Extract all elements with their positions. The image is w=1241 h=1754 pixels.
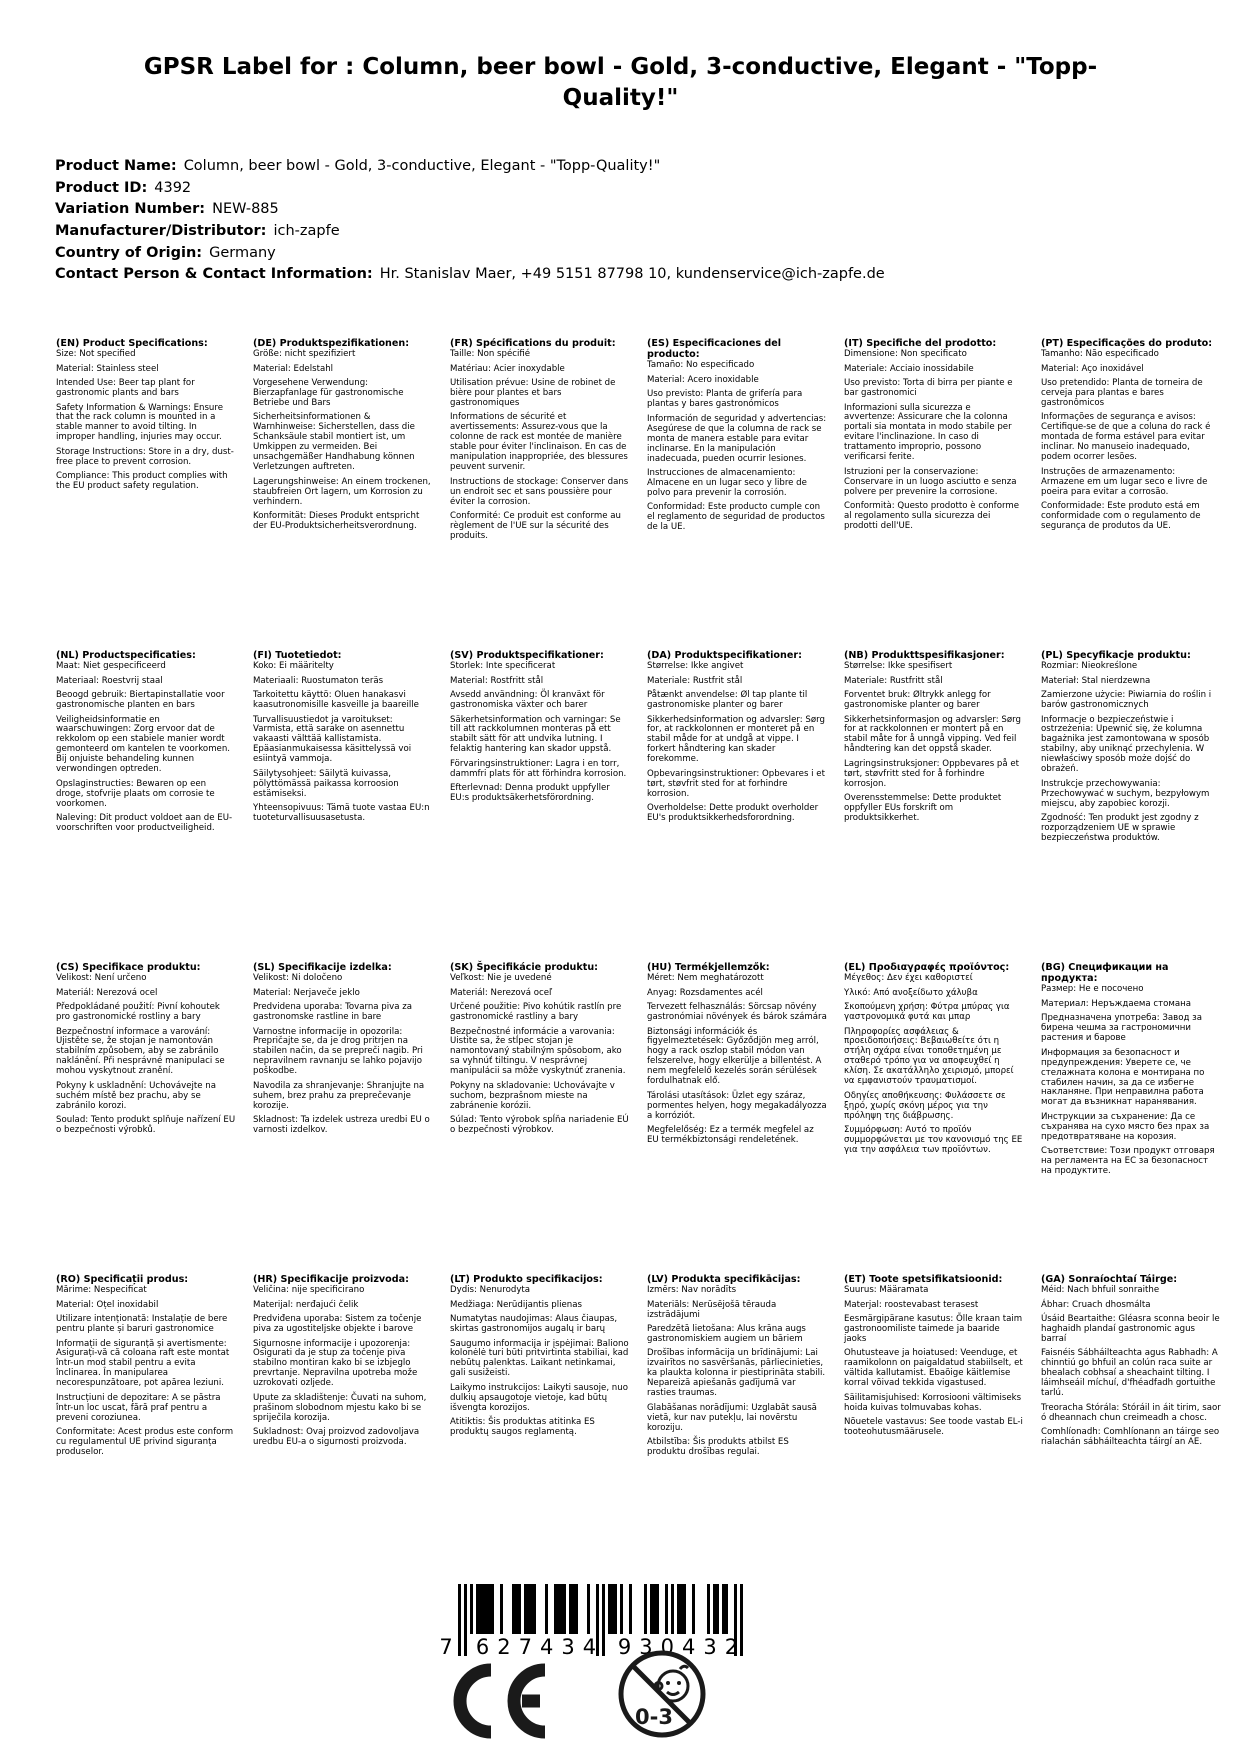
- lang-paragraph: Treoracha Stórála: Stóráil in áit tirim, saor ó dheannach chun creimeadh a chosc.: [1041, 1402, 1221, 1423]
- lang-paragraph: Comhlíonadh: Comhlíonann an táirge seo rialachán sábháilteachta táirgí an AE.: [1041, 1427, 1220, 1448]
- age-warning-icon: [616, 1648, 708, 1744]
- lang-paragraph: Säkerhetsinformation och varningar: Se till att rackkolumnen monteras på ett stabilt sätt för att undvika lutning. I felaktig hantering kan skador uppstå.: [450, 714, 621, 755]
- lang-block-es: [647, 338, 827, 650]
- lang-heading: (IT) Specifiche del prodotto:: [844, 338, 997, 349]
- lang-paragraph: Materiale: Rustfritt stål: [844, 675, 943, 686]
- lang-paragraph: Predviđena uporaba: Sistem za točenje piva za ugostiteljske objekte i barove: [253, 1314, 422, 1335]
- lang-paragraph: Zamierzone użycie: Piwiarnia do roślin i barów gastronomicznych: [1041, 690, 1212, 711]
- lang-heading: (NB) Produkttspesifikasjoner:: [844, 650, 1005, 661]
- lang-block-el: [844, 962, 1024, 1274]
- lang-paragraph: Størrelse: Ikke angivet: [647, 661, 744, 672]
- lang-paragraph: Sicherheitsinformationen & Warnhinweise: Sicherstellen, dass die Schanksäule stabil montiert ist, um Umkippen zu vermeiden. Bei unsachgemäßer Handhabung können Verletzungen auftreten.: [253, 412, 415, 473]
- lang-heading: (SK) Špecifikácie produktu:: [450, 962, 599, 973]
- barcode-digits-group2: 930432: [617, 1635, 747, 1659]
- lang-paragraph: Πληροφορίες ασφάλειας & προειδοποιήσεις: Βεβαιωθείτε ότι η στήλη σχάρα είναι τοποθετημένη με σταθερό τρόπο για να αποφευχθεί η κλίση. Σε ακατάλληλο χειρισμό, μπορεί να εμφανιστούν τραυματισμοί.: [844, 1026, 1014, 1087]
- lang-paragraph: Информация за безопасност и предупреждения: Уверете се, че стелажната колона е монтирана по стабилен начин, за да се избегне накланяне. При неправилна работа могат да възникнат наранявания.: [1041, 1047, 1205, 1108]
- lang-paragraph: Størrelse: Ikke spesifisert: [844, 661, 953, 672]
- lang-block-fi: [253, 650, 433, 962]
- lang-paragraph: Drošības informācija un brīdinājumi: Lai izvairītos no sasvēršanās, pārliecinieties, ka plaukta kolonna ir piestiprināta stabili. Nepareizā apiešanās gadījumā var rasties traumas.: [647, 1348, 826, 1399]
- lang-paragraph: Materiál: Nerezová ocel: [56, 987, 158, 998]
- lang-paragraph: Οδηγίες αποθήκευσης: Φυλάσσετε σε ξηρό, χωρίς σκόνη μέρος για την πρόληψη της διάβρωσης.: [844, 1090, 1006, 1121]
- lang-heading: (PT) Especificações do produto:: [1041, 338, 1213, 349]
- lang-paragraph: Instructions de stockage: Conserver dans un endroit sec et sans poussière pour éviter la corrosion.: [450, 476, 629, 507]
- lang-heading: (HU) Termékjellemzők:: [647, 962, 770, 973]
- lang-paragraph: Medžiaga: Nerūdijantis plienas: [450, 1299, 582, 1310]
- lang-paragraph: Avsedd användning: Öl kranväxt för gastronomiska växter och barer: [450, 690, 605, 711]
- info-value: Germany: [209, 244, 276, 261]
- info-row: [55, 266, 885, 283]
- lang-paragraph: Material: Aço inoxidável: [1041, 363, 1144, 374]
- lang-block-da: [647, 650, 827, 962]
- lang-paragraph: Anyag: Rozsdamentes acél: [647, 987, 763, 998]
- lang-heading: (SL) Specifikacije izdelka:: [253, 962, 392, 973]
- lang-paragraph: Veľkost: Nie je uvedené: [450, 973, 552, 984]
- lang-paragraph: Numatytas naudojimas: Alaus čiaupas, skirtas gastronomijos augalų ir barų: [450, 1314, 618, 1335]
- lang-paragraph: Maat: Niet gespecificeerd: [56, 661, 166, 672]
- lang-paragraph: Turvallisuustiedot ja varoitukset: Varmista, että sarake on asennettu vakaasti välttää kallistamista. Epäasianmukaisessa käsittelyssä voi esiintyä vammoja.: [253, 714, 412, 765]
- lang-paragraph: Beoogd gebruik: Biertapinstallatie voor gastronomische planten en bars: [56, 690, 225, 711]
- lang-paragraph: Υλικό: Από ανοξείδωτο χάλυβα: [844, 987, 978, 998]
- lang-paragraph: Veiligheidsinformatie en waarschuwingen: Zorg ervoor dat de rekkolom op een stabiele manier wordt gemonteerd om kantelen te voorkomen. Bij onjuiste behandeling kunnen verwondingen optreden.: [56, 714, 231, 775]
- barcode-bars: [428, 1584, 768, 1660]
- lang-heading: (DE) Produktspezifikationen:: [253, 338, 410, 349]
- lang-heading: (LT) Produkto specifikacijos:: [450, 1274, 603, 1285]
- lang-paragraph: Overholdelse: Dette produkt overholder EU's produktsikkerhedsforordning.: [647, 803, 819, 824]
- lang-paragraph: Méret: Nem meghatározott: [647, 973, 764, 984]
- lang-paragraph: Vorgesehene Verwendung: Bierzapfanlage für gastronomische Betriebe und Bars: [253, 378, 404, 408]
- lang-paragraph: Eesmärgipärane kasutus: Õlle kraan taim gastronoomiliste taimede ja baaride jaoks: [844, 1314, 1023, 1344]
- lang-paragraph: Предназначена употреба: Завод за бирена чешма за гастрономични растения и барове: [1041, 1013, 1202, 1044]
- lang-heading: (HR) Specifikacije proizvoda:: [253, 1274, 409, 1285]
- ce-mark-icon: [448, 1660, 548, 1746]
- lang-paragraph: Material: Edelstahl: [253, 363, 334, 374]
- lang-block-nl: [56, 650, 236, 962]
- lang-paragraph: Material: Rostfritt stål: [450, 675, 544, 686]
- lang-block-sv: [450, 650, 630, 962]
- lang-heading: (FI) Tuotetiedot:: [253, 650, 342, 661]
- lang-paragraph: Tervezett felhasználás: Sörcsap növény gastronómiai növények és bárok számára: [647, 1002, 827, 1023]
- lang-block-et: [844, 1274, 1024, 1586]
- lang-paragraph: Materiał: Stal nierdzewna: [1041, 675, 1151, 686]
- lang-paragraph: Paredzētā lietošana: Alus krāna augs gastronomiskiem augiem un bāriem: [647, 1324, 806, 1344]
- lang-paragraph: Instruções de armazenamento: Armazene em um lugar seco e livre de poeira para evitar a corrosão.: [1041, 466, 1208, 497]
- lang-block-ro: [56, 1274, 236, 1586]
- lang-paragraph: Súlad: Tento výrobok spĺňa nariadenie EÚ o bezpečnosti výrobkov.: [450, 1115, 629, 1136]
- lang-paragraph: Rozmiar: Nieokreślone: [1041, 661, 1138, 672]
- lang-paragraph: Dimensione: Non specificato: [844, 349, 967, 360]
- barcode-digit-left: 7: [439, 1635, 453, 1659]
- lang-paragraph: Bezpečnostní informace a varování: Ujistěte se, že stojan je namontován stabilním způsobem, aby se zabránilo naklánění. Při nesprávné manipulaci se mohou vyskytnout zranění.: [56, 1026, 225, 1077]
- lang-heading: (PL) Specyfikacje produktu:: [1041, 650, 1191, 661]
- lang-paragraph: Pokyny na skladovanie: Uchovávajte v suchom, bezprašnom mieste na zabránenie korózii.: [450, 1080, 615, 1111]
- lang-heading: (ES) Especificaciones del producto:: [647, 338, 782, 361]
- lang-paragraph: Laikymo instrukcijos: Laikyti sausoje, nuo dulkių apsaugotoje vietoje, kad būtų išvengta korozijos.: [450, 1382, 628, 1413]
- lang-paragraph: Atitiktis: Šis produktas atitinka ES produktų saugos reglamentą.: [450, 1417, 595, 1438]
- lang-heading: (BG) Спецификации на продукта:: [1041, 962, 1169, 985]
- lang-paragraph: Conformitate: Acest produs este conform cu regulamentul UE privind siguranța produselor.: [56, 1427, 234, 1458]
- lang-paragraph: Lagerungshinweise: An einem trockenen, staubfreien Ort lagern, um Korrosion zu verhindern.: [253, 476, 431, 507]
- lang-paragraph: Faisnéis Sábháilteachta agus Rabhadh: A chinntiú go bhfuil an colún raca suite ar bhealach cobhsaí a sheachaint tilting. I láimhseáil míchuí, d'fhéadfadh gortuithe tarlú.: [1041, 1348, 1218, 1399]
- lang-paragraph: Materiaali: Ruostumaton teräs: [253, 675, 384, 686]
- lang-paragraph: Pokyny k uskladnění: Uchovávejte na suchém místě bez prachu, aby se zabránilo korozi.: [56, 1080, 216, 1111]
- lang-paragraph: Informazioni sulla sicurezza e avvertenze: Assicurare che la colonna portali sia montata in modo stabile per evitare l'inclinazione. In caso di trattamento improprio, possono verificarsi ferite.: [844, 402, 1012, 463]
- lang-block-sk: [450, 962, 630, 1274]
- lang-heading: (EN) Product Specifications:: [56, 338, 208, 349]
- lang-paragraph: Utilizare intenționată: Instalație de bere pentru plante și baruri gastronomice: [56, 1314, 228, 1335]
- lang-paragraph: Material: Stainless steel: [56, 363, 159, 374]
- info-value: 4392: [154, 179, 192, 196]
- lang-paragraph: Matériau: Acier inoxydable: [450, 363, 565, 374]
- info-label: Contact Person & Contact Information:: [55, 266, 373, 283]
- barcode-digits-group1: 627434: [475, 1635, 605, 1659]
- lang-paragraph: Velikost: Není určeno: [56, 973, 147, 984]
- lang-paragraph: Glabāšanas norādījumi: Uzglabāt sausā vietā, kur nav putekļu, lai novērstu koroziju.: [647, 1402, 817, 1433]
- lang-paragraph: Conformidade: Este produto está em conformidade com o regulamento de segurança de produtos da UE.: [1041, 501, 1201, 532]
- lang-block-bg: [1041, 962, 1221, 1274]
- lang-paragraph: Určené použitie: Pivo kohútik rastlín pre gastronomické rastliny a bary: [450, 1002, 622, 1023]
- lang-paragraph: Koko: Ei määritelty: [253, 661, 334, 672]
- lang-heading: (ET) Toote spetsifikatsioonid:: [844, 1274, 1003, 1285]
- lang-paragraph: Tárolási utasítások: Üzlet egy száraz, pormentes helyen, hogy megakadályozza a korróziót.: [647, 1090, 827, 1121]
- lang-paragraph: Sigurnosne informacije i upozorenja: Osigurati da je stup za točenje piva stabilno montiran kako bi se izbjeglo prevrtanje. Nepravilna upotreba može uzrokovati ozljede.: [253, 1338, 418, 1389]
- lang-paragraph: Instrukcje przechowywania: Przechowywać w suchym, bezpyłowym miejscu, aby zapobiec korozji.: [1041, 778, 1210, 809]
- lang-paragraph: Megfelelőség: Ez a termék megfelel az EU termékbiztonsági rendeletének.: [647, 1125, 814, 1146]
- lang-heading: (EL) Προδιαγραφές προϊόντος:: [844, 962, 1010, 973]
- lang-heading: (NL) Productspecificaties:: [56, 650, 196, 661]
- lang-block-pt: [1041, 338, 1221, 650]
- lang-paragraph: Uso previsto: Planta de grifería para plantas y bares gastronómicos: [647, 389, 803, 410]
- lang-paragraph: Μέγεθος: Δεν έχει καθοριστεί: [844, 973, 973, 984]
- lang-paragraph: Opslaginstructies: Bewaren op een droge, stofvrije plaats om corrosie te voorkomen.: [56, 778, 215, 809]
- lang-block-nb: [844, 650, 1024, 962]
- lang-paragraph: Storage Instructions: Store in a dry, dust-free place to prevent corrosion.: [56, 446, 234, 467]
- info-value: ich-zapfe: [273, 223, 340, 240]
- lang-paragraph: Atbilstība: Šis produkts atbilst ES produktu drošības regulai.: [647, 1437, 789, 1458]
- lang-paragraph: Compliance: This product complies with the EU product safety regulation.: [56, 471, 228, 492]
- lang-heading: (FR) Spécifications du produit:: [450, 338, 616, 349]
- lang-heading: (CS) Specifikace produktu:: [56, 962, 201, 973]
- lang-paragraph: Sikkerhedsinformation og advarsler: Sørg for, at rackkolonnen er monteret på en stabil måde for at undgå at vippe. I forkert håndtering kan skader forekomme.: [647, 714, 825, 765]
- lang-paragraph: Инструкции за съхранение: Да се съхранява на сухо място без прах за предотвратяване на корозия.: [1041, 1111, 1210, 1142]
- lang-paragraph: Materiale: Acciaio inossidabile: [844, 363, 974, 374]
- barcode: [428, 1584, 768, 1664]
- lang-paragraph: Bezpečnostné informácie a varovania: Uistite sa, že stĺpec stojan je namontovaný stabilným spôsobom, ako sa vyhnúť tiltingu. V nesprávnej manipulácii sa môže vyskytnúť zranenia.: [450, 1026, 626, 1077]
- lang-paragraph: Conformidad: Este producto cumple con el reglamento de seguridad de productos de la UE.: [647, 502, 825, 533]
- lang-paragraph: Efterlevnad: Denna produkt uppfyller EU:s produktsäkerhetsförordning.: [450, 783, 610, 804]
- product-info: [55, 158, 885, 288]
- info-label: Variation Number:: [55, 201, 206, 218]
- lang-paragraph: Förvaringsinstruktioner: Lagra i en torr, dammfri plats för att förhindra korrosion.: [450, 758, 627, 779]
- lang-paragraph: Zgodność: Ten produkt jest zgodny z rozporządzeniem UE w sprawie bezpieczeństwa produktów.: [1041, 813, 1199, 844]
- lang-block-lt: [450, 1274, 630, 1586]
- info-row: [55, 158, 885, 175]
- lang-paragraph: Naleving: Dit product voldoet aan de EU-voorschriften voor productveiligheid.: [56, 813, 233, 834]
- lang-block-pl: [1041, 650, 1221, 962]
- lang-paragraph: Navodila za shranjevanje: Shranjujte na suhem, brez prahu za preprečevanje korozije.: [253, 1080, 425, 1111]
- lang-heading: (DA) Produktspecifikationer:: [647, 650, 802, 661]
- lang-block-hr: [253, 1274, 433, 1586]
- lang-paragraph: Izmērs: Nav norādīts: [647, 1285, 737, 1296]
- lang-paragraph: Påtænkt anvendelse: Øl tap plante til gastronomiske planter og barer: [647, 690, 808, 711]
- lang-paragraph: Istruzioni per la conservazione: Conservare in un luogo asciutto e senza polvere per prevenire la corrosione.: [844, 466, 1017, 497]
- lang-paragraph: Materiál: Nerezová oceľ: [450, 987, 553, 998]
- lang-paragraph: Tarkoitettu käyttö: Oluen hanakasvi kaasutronomisille kasveille ja baareille: [253, 690, 419, 711]
- lang-paragraph: Uso pretendido: Planta de torneira de cerveja para plantas e bares gastronômicos: [1041, 378, 1203, 408]
- lang-paragraph: Saugumo informacija ir įspėjimai: Baliono kolonėlė turi būti pritvirtinta stabiliai, kad nebūtų palenktas. Laikant netinkamai, gali susižeisti.: [450, 1338, 629, 1379]
- lang-heading: (LV) Produkta specifikācijas:: [647, 1274, 801, 1285]
- info-row: [55, 223, 885, 240]
- lang-paragraph: Ábhar: Cruach dhosmálta: [1041, 1299, 1151, 1310]
- lang-paragraph: Dydis: Nenurodyta: [450, 1285, 531, 1296]
- info-label: Product Name:: [55, 158, 177, 174]
- lang-paragraph: Σκοπούμενη χρήση: Φύτρα μπύρας για γαστρονομικά φυτά και μπαρ: [844, 1002, 1010, 1023]
- info-row: [55, 180, 885, 197]
- lang-paragraph: Yhteensopivuus: Tämä tuote vastaa EU:n tuoteturvallisuusasetusta.: [253, 803, 430, 824]
- lang-heading: (SV) Produktspecifikationer:: [450, 650, 604, 661]
- age-warning-text: 0-3: [635, 1705, 673, 1729]
- lang-paragraph: Información de seguridad y advertencias: Asegúrese de que la columna de rack se monta de manera estable para evitar inclinarse. En la manipulación inadecuada, pueden ocurrir lesiones.: [647, 413, 827, 464]
- lang-paragraph: Material: Nerjaveče jeklo: [253, 987, 360, 998]
- lang-paragraph: Informații de siguranță și avertismente: Asigurați-vă că coloana raft este montat într-un mod stabil pentru a evita înclinarea. În manipularea necorespunzătoare, pot apărea leziuni.: [56, 1338, 230, 1389]
- lang-paragraph: Size: Not specified: [56, 349, 136, 360]
- info-value: NEW-885: [212, 201, 279, 218]
- lang-paragraph: Conformità: Questo prodotto è conforme al regolamento sulla sicurezza dei prodotti dell'UE.: [844, 501, 1019, 532]
- lang-paragraph: Materiaal: Roestvrij staal: [56, 675, 163, 686]
- lang-paragraph: Utilisation prévue: Usine de robinet de bière pour plantes et bars gastronomiques: [450, 378, 616, 408]
- lang-paragraph: Storlek: Inte specificerat: [450, 661, 556, 672]
- lang-paragraph: Skladnost: Ta izdelek ustreza uredbi EU o varnosti izdelkov.: [253, 1115, 430, 1136]
- lang-paragraph: Nõuetele vastavus: See toode vastab EL-i tooteohutusmäärusele.: [844, 1417, 1023, 1438]
- lang-paragraph: Veličina: nije specificirano: [253, 1285, 365, 1296]
- lang-block-sl: [253, 962, 433, 1274]
- lang-block-fr: [450, 338, 630, 650]
- lang-paragraph: Съответствие: Този продукт отговаря на регламента на ЕС за безопасност на продуктите.: [1041, 1146, 1215, 1177]
- lang-paragraph: Úsáid Beartaithe: Gléasra sconna beoir le haghaidh plandaí gastronomic agus barraí: [1041, 1314, 1220, 1344]
- lang-paragraph: Soulad: Tento produkt splňuje nařízení EU o bezpečnosti výrobků.: [56, 1115, 236, 1136]
- lang-paragraph: Informacje o bezpieczeństwie i ostrzeżenia: Upewnić się, że kolumna bagażnika jest zamontowana w sposób stabilny, aby uniknąć przechylenia. W niewłaściwy sposób może dojść do obrażeń.: [1041, 714, 1210, 775]
- lang-block-ga: [1041, 1274, 1221, 1586]
- lang-paragraph: Tamaño: No especificado: [647, 360, 755, 371]
- lang-paragraph: Intended Use: Beer tap plant for gastronomic plants and bars: [56, 378, 195, 399]
- lang-paragraph: Varnostne informacije in opozorila: Prepričajte se, da je drog pritrjen na stabilen način, da se prepreči nagib. Pri nepravilnem ravnanju se lahko pojavijo poškodbe.: [253, 1026, 423, 1077]
- info-row: [55, 201, 885, 218]
- page-title: GPSR Label for : Column, beer bowl - Gold, 3-conductive, Elegant - "Topp-Quality!": [143, 54, 1098, 112]
- info-label: Country of Origin:: [55, 244, 203, 261]
- lang-paragraph: Forventet bruk: Øltrykk anlegg for gastronomiske planter og barer: [844, 690, 991, 711]
- lang-paragraph: Размер: Не е посочено: [1041, 984, 1144, 995]
- lang-paragraph: Uso previsto: Torta di birra per piante e bar gastronomici: [844, 378, 1013, 399]
- info-row: [55, 245, 885, 262]
- language-spec-grid: [56, 338, 1238, 1586]
- lang-paragraph: Lagringsinstruksjoner: Oppbevares på et tørt, støvfritt sted for å forhindre korrosjon.: [844, 758, 1020, 789]
- lang-paragraph: Méid: Nach bhfuil sonraithe: [1041, 1285, 1160, 1296]
- lang-block-de: [253, 338, 433, 650]
- lang-block-hu: [647, 962, 827, 1274]
- lang-paragraph: Biztonsági információk és figyelmeztetések: Győződjön meg arról, hogy a rack oszlop stabil módon van felszerelve, hogy elkerülje a billentést. A nem megfelelő kezelés során sérülések fordulhatnak elő.: [647, 1026, 822, 1087]
- lang-paragraph: Suurus: Määramata: [844, 1285, 929, 1296]
- lang-paragraph: Informações de segurança e avisos: Certifique-se de que a coluna do rack é montada de forma estável para evitar inclinar. No manuseio inadequado, podem ocorrer lesões.: [1041, 412, 1211, 463]
- lang-paragraph: Safety Information & Warnings: Ensure that the rack column is mounted in a stable manner to avoid tilting. In improper handling, injuries may occur.: [56, 402, 223, 443]
- lang-block-en: [56, 338, 236, 650]
- lang-paragraph: Tamanho: Não especificado: [1041, 349, 1159, 360]
- lang-block-lv: [647, 1274, 827, 1586]
- lang-paragraph: Velikost: Ni določeno: [253, 973, 343, 984]
- lang-block-cs: [56, 962, 236, 1274]
- lang-paragraph: Conformité: Ce produit est conforme au règlement de l'UE sur la sécurité des produits.: [450, 511, 621, 542]
- lang-paragraph: Materjal: roostevabast terasest: [844, 1299, 979, 1310]
- lang-heading: (RO) Specificații produs:: [56, 1274, 189, 1285]
- lang-heading: (GA) Sonraíochtaí Táirge:: [1041, 1274, 1178, 1285]
- lang-paragraph: Sikkerhetsinformasjon og advarsler: Sørg for at rackkolonnen er montert på en stabil måte for å unngå vipping. Ved feil håndtering kan det oppstå skader.: [844, 714, 1021, 755]
- lang-paragraph: Informations de sécurité et avertissements: Assurez-vous que la colonne de rack est montée de manière stable pour éviter l'inclinaison. En cas de manipulation inappropriée, des blessures peuvent survenir.: [450, 412, 628, 473]
- lang-paragraph: Předpokládané použití: Pivní kohoutek pro gastronomické rostliny a bary: [56, 1002, 220, 1023]
- lang-paragraph: Taille: Non spécifié: [450, 349, 531, 360]
- lang-paragraph: Ohutusteave ja hoiatused: Veenduge, et raamikolonn on paigaldatud stabiilselt, et vältida kallutamist. Ebaõige käitlemise korral võivad tekkida vigastused.: [844, 1348, 1023, 1389]
- lang-paragraph: Säilytysohjeet: Säilytä kuivassa, pölyttömässä paikassa korroosion estämiseksi.: [253, 768, 399, 799]
- lang-paragraph: Größe: nicht spezifiziert: [253, 349, 356, 360]
- lang-paragraph: Instrucțiuni de depozitare: A se păstra într-un loc uscat, fără praf pentru a preveni coroziunea.: [56, 1392, 221, 1423]
- lang-paragraph: Materiāls: Nerūsējošā tērauda izstrādājumi: [647, 1299, 777, 1320]
- lang-paragraph: Säilitamisjuhised: Korrosiooni vältimiseks hoida kuivas tolmuvabas kohas.: [844, 1392, 1022, 1413]
- lang-paragraph: Opbevaringsinstruktioner: Opbevares i et tørt, støvfrit sted for at forhindre korrosion.: [647, 768, 825, 799]
- lang-paragraph: Predvidena uporaba: Tovarna piva za gastronomske rastline in bare: [253, 1002, 413, 1023]
- lang-paragraph: Material: Acero inoxidable: [647, 374, 759, 385]
- info-label: Product ID:: [55, 179, 148, 196]
- lang-paragraph: Upute za skladištenje: Čuvati na suhom, prašinom slobodnom mjestu kako bi se spriječila korozija.: [253, 1392, 427, 1423]
- lang-paragraph: Sukladnost: Ovaj proizvod zadovoljava uredbu EU-a o sigurnosti proizvoda.: [253, 1427, 420, 1448]
- lang-paragraph: Materiale: Rustfrit stål: [647, 675, 743, 686]
- lang-paragraph: Mărime: Nespecificat: [56, 1285, 147, 1296]
- info-value: Hr. Stanislav Maer, +49 5151 87798 10, kundenservice@ich-zapfe.de: [379, 266, 885, 283]
- lang-paragraph: Konformität: Dieses Produkt entspricht der EU-Produktsicherheitsverordnung.: [253, 511, 420, 532]
- lang-paragraph: Instrucciones de almacenamiento: Almacene en un lugar seco y libre de polvo para prevenir la corrosión.: [647, 467, 807, 498]
- info-label: Manufacturer/Distributor:: [55, 223, 267, 240]
- lang-block-it: [844, 338, 1024, 650]
- lang-paragraph: Материал: Неръждаема стомана: [1041, 998, 1192, 1009]
- lang-paragraph: Material: Oțel inoxidabil: [56, 1299, 159, 1310]
- lang-paragraph: Overensstemmelse: Dette produktet oppfyller EUs forskrift om produktsikkerhet.: [844, 793, 1002, 824]
- info-value: Column, beer bowl - Gold, 3-conductive, Elegant - "Topp-Quality!": [183, 158, 661, 174]
- lang-paragraph: Συμμόρφωση: Αυτό το προϊόν συμμορφώνεται με τον κανονισμό της ΕΕ για την ασφάλεια των προϊόντων.: [844, 1125, 1023, 1156]
- lang-paragraph: Materijal: nerđajući čelik: [253, 1299, 359, 1310]
